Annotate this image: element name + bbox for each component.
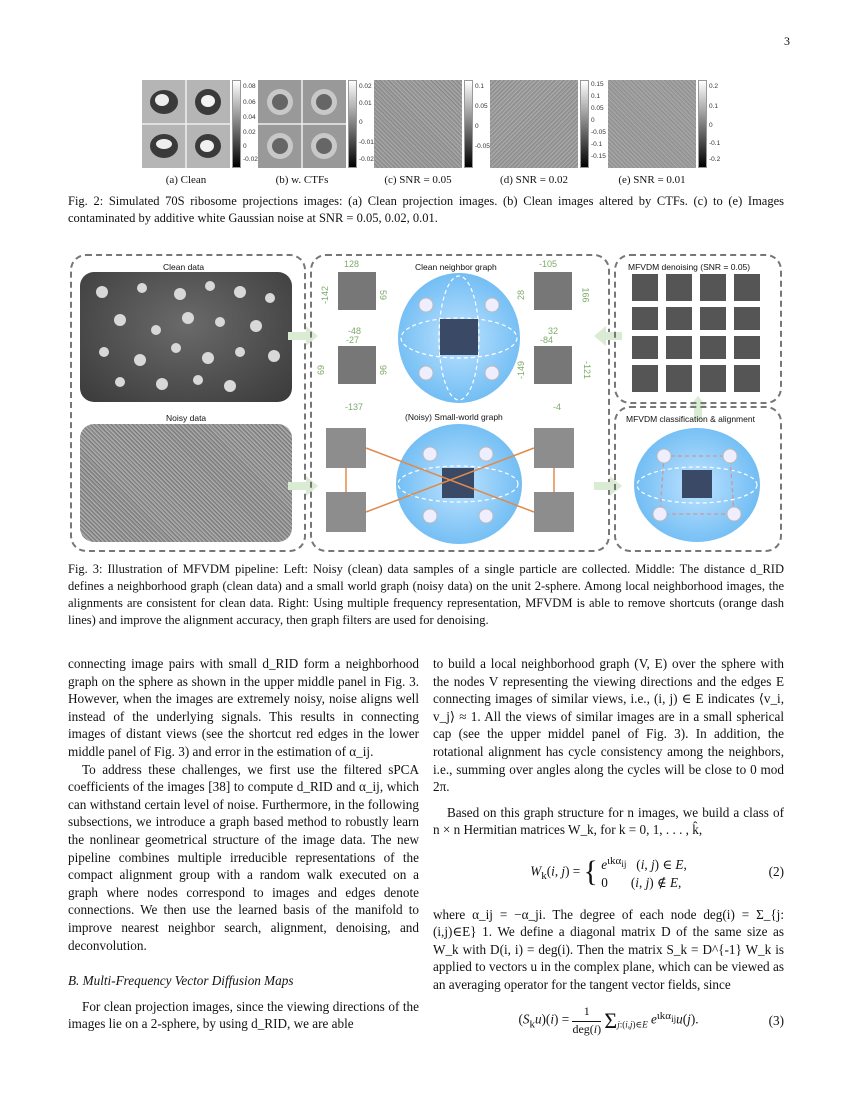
noisy-graph-decor — [320, 420, 596, 546]
clean-particles — [80, 272, 292, 402]
angle-label: -142 — [320, 285, 331, 305]
clean-data-image — [80, 272, 292, 402]
fig2-caption-a: (a) Clean — [165, 174, 207, 186]
tile-grid — [534, 272, 572, 310]
paragraph: connecting image pairs with small d_RID form a neighborhood graph on the sphere as shown in the upper middle panel in Fig. 3. However, when the images are extremely noisy, noise aligns well instead of the underlying signals. This results in connecting images of distant views (see the shortcut red edges in the lower middle panel of Fig. 3) and error in the estimation of α_ij. — [68, 656, 419, 759]
tick: 0.06 — [243, 99, 256, 106]
tick: -0.1 — [591, 141, 603, 148]
equation-2: $W_k(i$, j) = { $e^{\iota k\alpha_{ij}}$ (i, j) ∈ E, 0 (i, j) ∉ E, (2) — [530, 854, 784, 890]
fig2-colorbar-c — [464, 80, 473, 168]
label-classification: MFVDM classification & alignment — [626, 414, 755, 424]
tile-grid — [534, 346, 572, 384]
label-denoising: MFVDM denoising (SNR = 0.05) — [628, 262, 751, 272]
tick: -0.02 — [243, 156, 258, 163]
tick: 0.02 — [243, 129, 256, 136]
paragraph: to build a local neighborhood graph (V, E) over the sphere with the nodes V representing the viewing directions and the edges E connecting images of similar views, i.e., (i, j) ∈ E indicates ⟨v_i, v_j⟩ ≈ 1. All the views of similar images are in a small spherical cap (see the upper middel panel of Fig. 3). In addition, the rotational alignment has cycle consistency among the neighbors, i.e., summing over angles along the cycles will be close to 0 mod 2π. — [433, 656, 784, 795]
fig2-caption-d: (d) SNR = 0.02 — [500, 174, 568, 186]
fig2-caption: Fig. 2: Simulated 70S ribosome projections images: (a) Clean projection images. (b) Clean images altered by CTFs. (c) to (e) Images contaminated by additive white Gaussian noise at SNR = 0.05, 0.02, 0.01. — [68, 194, 784, 225]
fig2-image-snr001 — [608, 80, 696, 168]
fig2-panel-d — [490, 80, 606, 168]
equation-3: $(S_ku)(i) = 1$ deg(i) $\Sigma_{j:(i,j)\in E}$ $e^{\iota k\alpha_{ij}}u(j)$. (3) — [518, 1004, 784, 1037]
paragraph: where α_ij = −α_ji. The degree of each node deg(i) = Σ_{j:(i,j)∈E} 1. We define a diagonal matrix D of the same size as W_k with D(i, i) = deg(i). Then the matrix S_k = D^{-1} W_k is applied to vectors u in the complex plane, which can be viewed as an averaging operator for the tangent vector fields, since — [433, 906, 784, 992]
fig2-image-snr005 — [374, 80, 462, 168]
grid-divider — [632, 359, 762, 365]
fig2-colorbar-a — [232, 80, 241, 168]
fig2-caption-c: (c) SNR = 0.05 — [384, 174, 452, 186]
angle-label: 166 — [580, 287, 591, 303]
left-column — [68, 655, 419, 1033]
fig3-caption: Fig. 3: Illustration of MFVDM pipeline: Left: Noisy (clean) data samples of a single particle are collected. Middle: The distance d_RID defines a neighborhood graph (clean data) and a small world graph (noisy data) on the unit 2-sphere. Among local neighborhood images, the alignments are consistent for clean data. Right: Using multiple frequency representation, MFVDM is able to remove shortcuts (orange dash lines) and improve the alignment accuracy, then graph filters are used for denoising. — [68, 562, 784, 627]
classification-decor — [634, 428, 760, 542]
grid-divider — [632, 301, 762, 307]
tick: 0.2 — [709, 83, 719, 90]
tick: 0 — [591, 117, 595, 124]
fig2-panel-e — [608, 80, 721, 168]
angle-label: -84 — [540, 335, 554, 345]
tick: 0.15 — [591, 81, 604, 88]
angle-label: 96 — [378, 364, 389, 376]
tick: 0.05 — [591, 105, 604, 112]
fig2-colorbar-b — [348, 80, 357, 168]
tick: -0.2 — [709, 156, 721, 163]
tick: -0.05 — [475, 143, 490, 150]
fig2-image-snr002 — [490, 80, 578, 168]
tile-grid — [338, 272, 376, 310]
angle-label: -4 — [553, 402, 562, 412]
tick: 0.05 — [475, 103, 488, 110]
tick: 0.08 — [243, 83, 256, 90]
tick: -0.01 — [359, 139, 374, 146]
angle-label: -121 — [582, 360, 593, 380]
tick: 0.01 — [359, 100, 372, 107]
label-noisy-data: Noisy data — [166, 413, 207, 423]
angle-label: 32 — [548, 326, 559, 336]
tick: -0.05 — [591, 129, 606, 136]
section-heading: B. Multi-Frequency Vector Diffusion Maps — [68, 973, 294, 989]
fig2-caption-b: (b) w. CTFs — [275, 174, 329, 186]
tick: 0.04 — [243, 114, 256, 121]
label-noisy-graph: (Noisy) Small-world graph — [405, 412, 503, 422]
paragraph: To address these challenges, we first use the filtered sPCA coefficients of the images [38] to compute d_RID and α_ij, which can withstand certain level of noise. Furthermore, in the following subsections, we introduce a graph based method to robustly learn the nonlinear geometrical structure of the image data. The new pipeline combines multiple irreducible representations of the compact alignment group with a random walk executed on a graph where nodes correspond to images and edges denote connections. We then use the learned basis of the manifold to improve nearest neighbor search, alignment, denoising, and deconvolution. — [68, 761, 419, 953]
angle-label: -105 — [539, 259, 558, 269]
fig2-colorbar-e — [698, 80, 707, 168]
tick: -0.15 — [591, 153, 606, 160]
tick: -0.02 — [359, 156, 374, 163]
tick: 0 — [243, 143, 247, 150]
label-clean-graph: Clean neighbor graph — [415, 262, 497, 272]
equation-number: (2) — [768, 864, 784, 880]
paragraph: Based on this graph structure for n images, we build a class of n × n Hermitian matrices W_k, for k = 0, 1, . . . , k̂, — [433, 804, 784, 838]
fig2-caption-e: (e) SNR = 0.01 — [618, 174, 686, 186]
paragraph: For clean projection images, since the viewing directions of the images lie on a 2-sphere, by using d_RID, we are able — [68, 998, 419, 1032]
tick: 0.1 — [709, 103, 719, 110]
page-number: 3 — [784, 34, 790, 48]
tick: 0.1 — [475, 83, 485, 90]
fig2-panel-b — [258, 80, 374, 168]
tick: 0 — [475, 123, 479, 130]
fig2-panel-a — [142, 80, 258, 168]
tick: 0 — [359, 119, 363, 126]
angle-label: 69 — [316, 364, 327, 376]
angle-label: 59 — [378, 289, 389, 301]
noisy-data-image — [80, 424, 292, 542]
label-clean-data: Clean data — [163, 262, 205, 272]
clean-sphere-decor — [398, 273, 520, 403]
fig2-image-ctf — [258, 80, 346, 168]
angle-label: 28 — [516, 289, 527, 301]
fig2-image-clean — [142, 80, 230, 168]
fig2-panel-c — [374, 80, 490, 168]
right-column — [433, 655, 784, 1053]
tick: 0 — [709, 122, 713, 129]
tick: -0.1 — [709, 140, 721, 147]
tile-grid — [338, 346, 376, 384]
angle-label: -27 — [346, 335, 360, 345]
angle-label: -137 — [345, 402, 364, 412]
tick: 0.02 — [359, 83, 372, 90]
grid-divider — [632, 330, 762, 336]
tick: 0.1 — [591, 93, 601, 100]
angle-label: -48 — [348, 326, 362, 336]
angle-label: 128 — [344, 259, 360, 269]
fig2-colorbar-d — [580, 80, 589, 168]
angle-label: -149 — [516, 360, 527, 380]
equation-number: (3) — [768, 1013, 784, 1029]
